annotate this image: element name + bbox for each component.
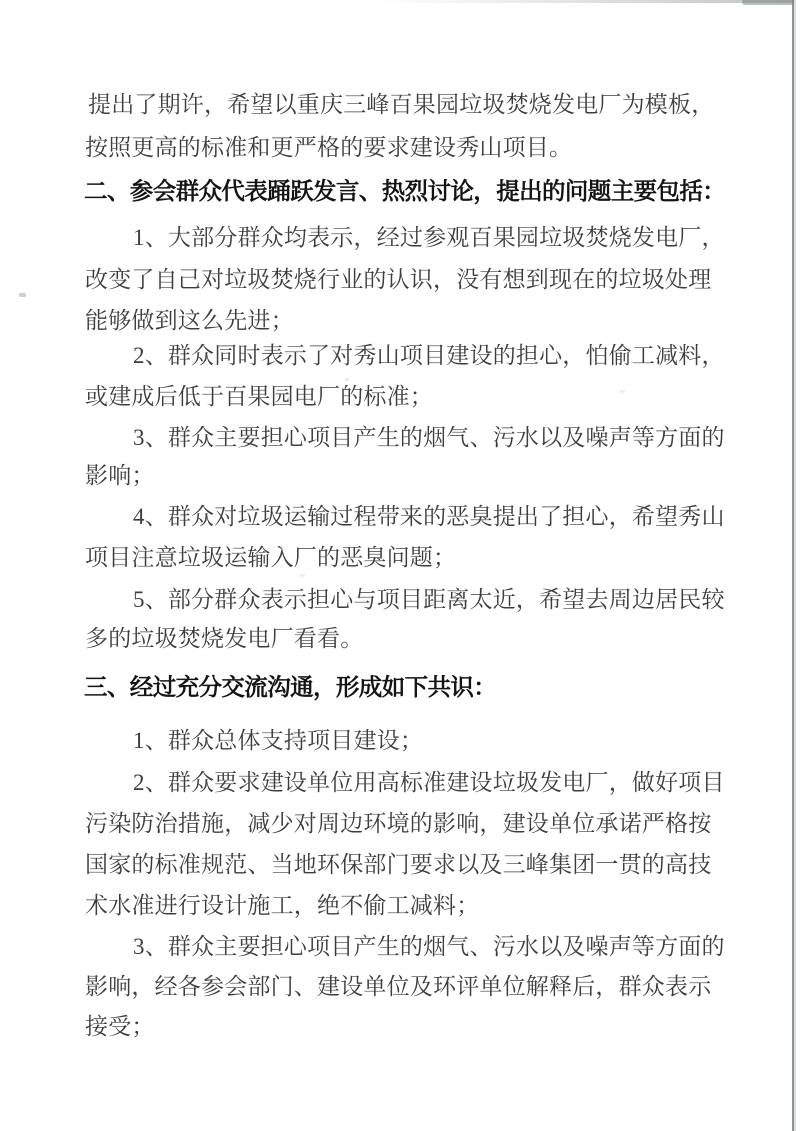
list-item-line: 污染防治措施，减少对周边环境的影响，建设单位承诺严格按 [85,811,712,836]
list-item-line: 1、大部分群众均表示，经过参观百果园垃圾焚烧发电厂， [133,225,725,250]
list-item-line: 2、群众同时表示了对秀山项目建设的担心，怕偷工减料， [133,343,725,368]
list-item-line: 3、群众主要担心项目产生的烟气、污水以及噪声等方面的 [133,425,725,450]
scan-top-smudge [380,0,794,3]
list-item-line: 1、群众总体支持项目建设； [133,728,424,753]
list-item-line: 影响，经各参会部门、建设单位及环评单位解释后，群众表示 [85,974,712,999]
scan-speck [300,574,305,577]
list-item-line: 国家的标准规范、当地环保部门要求以及三峰集团一贯的高技 [85,852,712,877]
list-item-line: 多的垃圾焚烧发电厂看看。 [85,626,364,651]
list-item-line: 影响； [85,463,155,488]
list-item-line: 术水准进行设计施工，绝不偷工减料； [85,893,480,918]
list-item-line: 4、群众对垃圾运输过程带来的恶臭提出了担心，希望秀山 [133,504,725,529]
section-2-heading: 二、参会群众代表踊跃发言、热烈讨论，提出的问题主要包括： [84,178,726,204]
list-item-line: 或建成后低于百果园电厂的标准； [85,384,433,409]
scan-speck [430,602,434,605]
list-item-line: 接受； [85,1014,155,1039]
list-item-line: 5、部分群众表示担心与项目距离太近，希望去周边居民较 [133,587,725,612]
scan-edge-highlight [794,0,796,1131]
list-item-line: 3、群众主要担心项目产生的烟气、污水以及噪声等方面的 [133,934,725,959]
list-item-line: 项目注意垃圾运输入厂的恶臭问题； [85,545,457,570]
intro-line: 按照更高的标准和更严格的要求建设秀山项目。 [85,135,573,160]
scan-speck [620,390,625,393]
list-item-line: 2、群众要求建设单位用高标准建设垃圾发电厂，做好项目 [133,770,725,795]
scan-corner-smudge [742,0,794,5]
scan-speck [700,822,704,826]
list-item-line: 改变了自己对垃圾焚烧行业的认识，没有想到现在的垃圾处理 [85,267,712,292]
intro-line: 提出了期许，希望以重庆三峰百果园垃圾焚烧发电厂为模板， [88,92,715,117]
scan-speck [19,293,26,297]
list-item-line: 能够做到这么先进； [85,308,294,333]
section-3-heading: 三、经过充分交流沟通，形成如下共识： [84,674,497,700]
scan-speck [345,378,349,381]
